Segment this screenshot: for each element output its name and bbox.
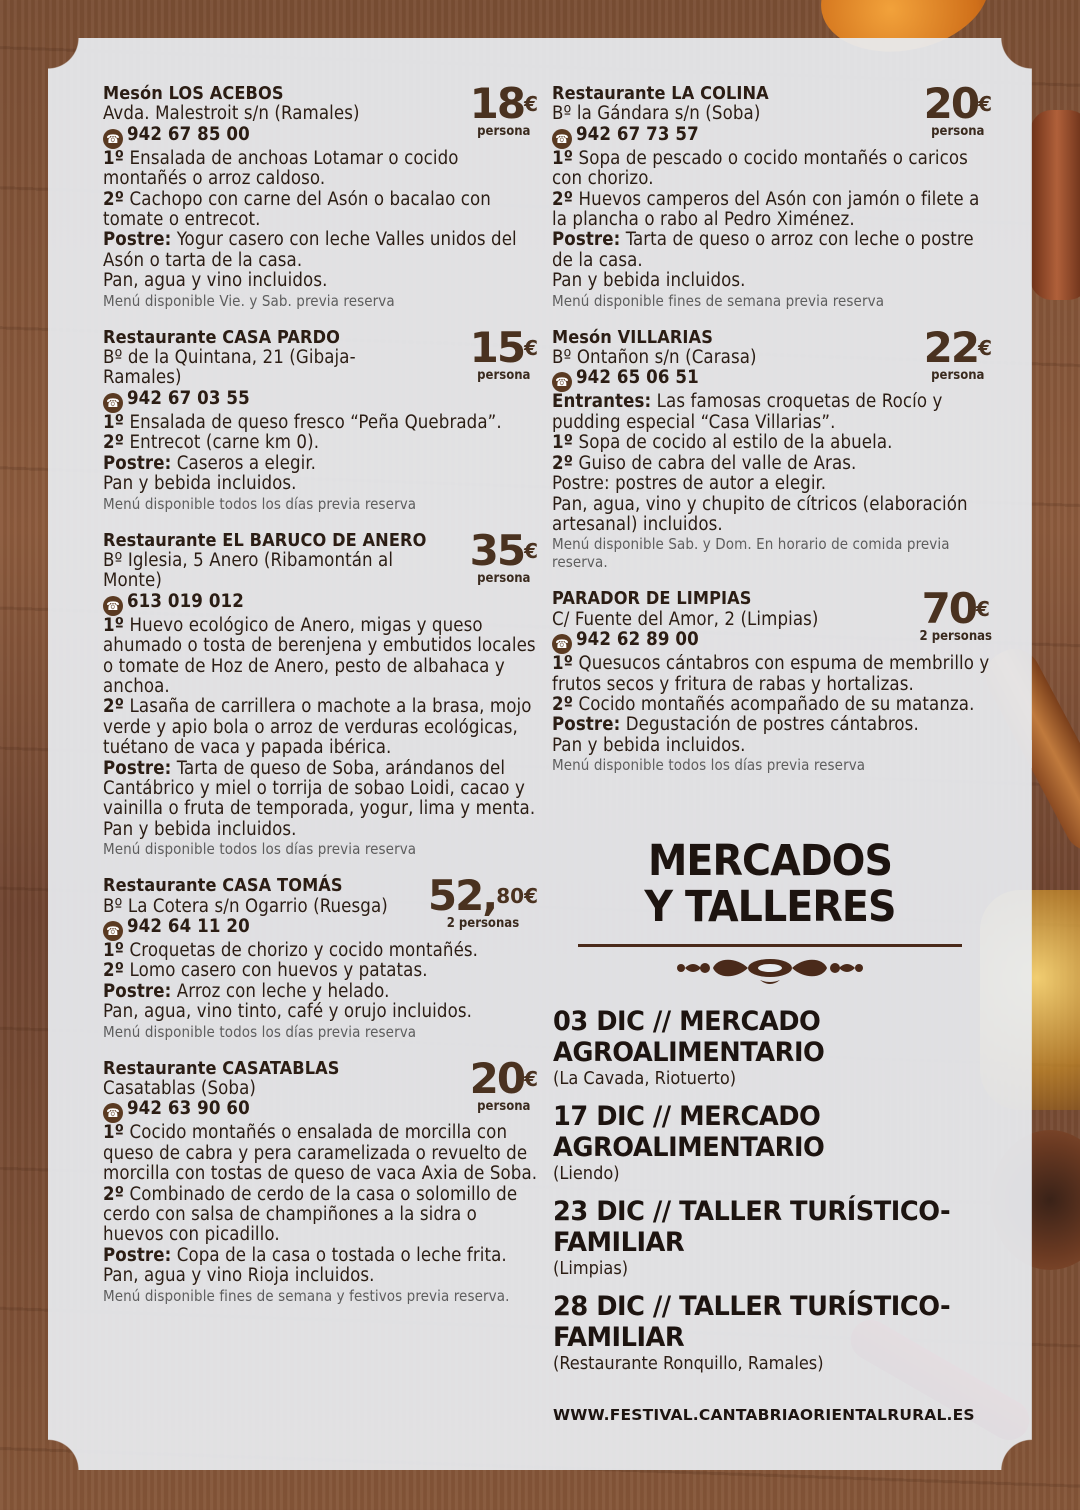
menu-line bbox=[552, 695, 992, 715]
menu-line-text: Guiso de cabra del valle de Aras. bbox=[573, 452, 857, 474]
price-unit: persona bbox=[477, 570, 531, 586]
menu-line-label: Postre: bbox=[103, 229, 172, 251]
restaurant-column-left bbox=[103, 79, 538, 1323]
menu-line-text: Croquetas de chorizo y cocido montañés. bbox=[124, 940, 479, 961]
price-amount: 20€ bbox=[923, 79, 992, 128]
menu-line bbox=[552, 230, 992, 271]
menu-line bbox=[103, 941, 538, 961]
pepper-grinder-decoration bbox=[1030, 110, 1080, 300]
menu-line bbox=[552, 654, 992, 695]
menu-line-label: 2º bbox=[103, 432, 125, 454]
menu-line-text: Caseros a elegir. bbox=[171, 452, 316, 474]
phone-icon: ☎ bbox=[103, 393, 123, 413]
menu-line-text: Entrecot (carne km 0). bbox=[124, 432, 320, 454]
restaurant-name: Mesón VILLARIAS bbox=[552, 326, 713, 348]
price-amount: 52,$^{80€}$ bbox=[427, 871, 538, 921]
menu-line bbox=[103, 961, 538, 981]
menu-line-label: 2º bbox=[552, 188, 574, 210]
price-amount: 22€ bbox=[923, 322, 992, 372]
menu-line-label: 2º bbox=[552, 452, 574, 474]
menu-line-label: 1º bbox=[103, 147, 125, 169]
menu-line-text: Postre: postres de autor a elegir. bbox=[552, 473, 827, 495]
price-unit: persona bbox=[477, 124, 531, 139]
event-title: 23 DIC // TALLER TURÍSTICO-FAMILIAR bbox=[553, 1196, 951, 1258]
menu-line-text: Cachopo con carne del Asón o bacalao con tomate o entrecot. bbox=[103, 188, 491, 231]
menu-line bbox=[552, 736, 992, 756]
menu-line bbox=[103, 433, 538, 453]
menu-line-text: Pan, agua, vino y chupito de cítricos (elaboración artesanal) incluidos. bbox=[552, 493, 968, 535]
price-unit: 2 personas bbox=[919, 629, 992, 645]
restaurant-address: Bº la Gándara s/n (Soba) bbox=[552, 103, 761, 125]
menu-line-text: Ensalada de queso fresco “Peña Quebrada”. bbox=[124, 411, 502, 433]
restaurant-card bbox=[103, 79, 538, 310]
event-item bbox=[553, 1101, 993, 1184]
restaurant-address: Bº de la Quintana, 21 (Gibaja-Ramales) bbox=[103, 347, 356, 389]
section-title-line1: MERCADOS bbox=[647, 836, 893, 886]
menu-line bbox=[552, 271, 992, 291]
price-amount: 35€ bbox=[469, 525, 538, 575]
menu-line-text: Pan, agua, vino tinto, café y orujo incluidos. bbox=[103, 1001, 473, 1023]
price-tag bbox=[919, 584, 992, 647]
menu-line-text: Quesucos cántabros con espuma de membrillo y frutos secos y fritura de rabas y hortalizas. bbox=[552, 653, 990, 695]
restaurant-phone[interactable]: ☎ 942 67 85 00 bbox=[103, 125, 538, 149]
availability-note: Menú disponible Sab. y Dom. En horario de comida previa reserva. bbox=[552, 535, 950, 572]
price-unit: persona bbox=[477, 1098, 531, 1114]
restaurant-phone[interactable]: ☎ 942 63 90 60 bbox=[103, 1099, 538, 1123]
phone-icon: ☎ bbox=[103, 129, 123, 149]
menu-line-label: 2º bbox=[103, 960, 125, 982]
events-list bbox=[553, 1006, 993, 1386]
menu-line bbox=[103, 230, 538, 271]
menu-line-label: 1º bbox=[552, 432, 574, 454]
menu-line bbox=[103, 1246, 538, 1266]
restaurant-column-right bbox=[552, 79, 992, 792]
restaurant-card bbox=[103, 525, 538, 859]
restaurant-address: Bº Ontañon s/n (Carasa) bbox=[552, 347, 757, 369]
menu-line-label: 1º bbox=[552, 653, 574, 675]
restaurant-name: Mesón LOS ACEBOS bbox=[103, 83, 284, 104]
phone-icon: ☎ bbox=[103, 921, 123, 941]
menu-line-label: 1º bbox=[103, 411, 125, 433]
event-title: 17 DIC // MERCADO AGROALIMENTARIO bbox=[553, 1101, 825, 1163]
restaurant-phone[interactable]: ☎ 613 019 012 bbox=[103, 592, 538, 616]
restaurant-card bbox=[552, 584, 992, 775]
menu-line-text: Arroz con leche y helado. bbox=[171, 980, 390, 1002]
restaurant-card bbox=[103, 871, 538, 1041]
menu-line bbox=[552, 454, 992, 474]
phone-icon: ☎ bbox=[552, 372, 572, 392]
menu-line bbox=[103, 820, 538, 840]
menu-line-label: 1º bbox=[103, 1122, 125, 1144]
menu-line-text: Combinado de cerdo de la casa o solomillo de cerdo con salsa de champiñones a la sidra o huevos con picadillo. bbox=[103, 1183, 518, 1246]
menu-line-text: Lomo casero con huevos y patatas. bbox=[124, 960, 428, 982]
menu-line bbox=[103, 271, 538, 291]
restaurant-address: Casatablas (Soba) bbox=[103, 1078, 256, 1100]
price-tag bbox=[469, 79, 538, 142]
restaurant-phone[interactable]: ☎ 942 67 73 57 bbox=[552, 125, 992, 149]
menu-line bbox=[103, 697, 538, 758]
menu-line-text: Cocido montañés acompañado de su matanza. bbox=[573, 693, 975, 715]
availability-note: Menú disponible todos los días previa reserva bbox=[103, 494, 417, 513]
menu-line-text: Yogur casero con leche Valles unidos del Asón o tarta de la casa. bbox=[103, 229, 517, 271]
availability-note: Menú disponible fines de semana y festivos previa reserva. bbox=[103, 1286, 510, 1305]
restaurant-name: Restaurante EL BARUCO DE ANERO bbox=[103, 529, 427, 551]
menu-line bbox=[103, 982, 538, 1002]
menu-line-text: Tarta de queso de Soba, arándanos del Cantábrico y miel o torrija de sobao Loidi, cacao y vainilla o fruta de temporada, yogur, lima y menta. bbox=[103, 757, 536, 820]
menu-line-label: 1º bbox=[103, 614, 125, 636]
event-item bbox=[553, 1196, 993, 1279]
menu-line-text: Degustación de postres cántabros. bbox=[620, 714, 919, 736]
menu-line-text: Pan, agua y vino Rioja incluidos. bbox=[103, 1265, 375, 1287]
menu-line bbox=[103, 1185, 538, 1246]
menu-line-text: Las famosas croquetas de Rocío y pudding especial “Casa Villarias”. bbox=[552, 391, 943, 433]
menu-line-text: Pan y bebida incluidos. bbox=[552, 734, 746, 756]
event-item bbox=[553, 1006, 993, 1089]
availability-note: Menú disponible Vie. y Sab. previa reserva bbox=[103, 291, 395, 310]
menu-line-text: Sopa de pescado o cocido montañés o caricos con chorizo. bbox=[552, 147, 968, 190]
menu-line-text: Huevo ecológico de Anero, migas y queso ahumado o tosta de berenjena y embutidos locales o tomate de Hoz de Anero, pesto de albahaca y anchoa. bbox=[103, 614, 536, 697]
menu-line bbox=[103, 1266, 538, 1286]
price-tag bbox=[923, 322, 992, 386]
restaurant-phone[interactable]: ☎ 942 67 03 55 bbox=[103, 389, 538, 413]
event-place: (Limpias) bbox=[553, 1258, 629, 1279]
menu-line bbox=[103, 616, 538, 698]
restaurant-card bbox=[103, 322, 538, 513]
price-tag bbox=[427, 871, 538, 934]
menu-line bbox=[103, 1002, 538, 1022]
menu-line bbox=[552, 149, 992, 190]
price-unit: persona bbox=[931, 367, 985, 383]
menu-line bbox=[103, 190, 538, 231]
menu-line-text: Pan y bebida incluidos. bbox=[103, 818, 297, 840]
restaurant-phone[interactable]: ☎ 942 65 06 51 bbox=[552, 368, 992, 392]
event-place: (Liendo) bbox=[553, 1163, 620, 1184]
price-unit: persona bbox=[931, 124, 985, 139]
restaurant-name: PARADOR DE LIMPIAS bbox=[552, 588, 752, 610]
menu-line-text: Lasaña de carrillera o machote a la brasa, mojo verde y apio bola o arroz de verduras ecológicas, tuétano de vaca y papada ibérica. bbox=[103, 696, 532, 759]
availability-note: Menú disponible todos los días previa reserva bbox=[103, 1022, 417, 1041]
price-amount: 70€ bbox=[921, 584, 990, 634]
menu-line bbox=[103, 454, 538, 474]
price-amount: 18€ bbox=[469, 79, 538, 128]
restaurant-address: Bº La Cotera s/n Ogarrio (Ruesga) bbox=[103, 895, 388, 917]
menu-line bbox=[103, 474, 538, 494]
price-unit: persona bbox=[477, 367, 531, 383]
menu-line-label: 2º bbox=[103, 696, 125, 718]
event-place: (Restaurante Ronquillo, Ramales) bbox=[553, 1353, 824, 1374]
menu-line bbox=[552, 495, 992, 536]
menu-line bbox=[552, 715, 992, 735]
menu-line bbox=[552, 190, 992, 231]
menu-line-text: Sopa de cocido al estilo de la abuela. bbox=[573, 432, 893, 454]
menu-line-label: Postre: bbox=[552, 714, 621, 736]
menu-line-text: Tarta de queso o arroz con leche o postre de la casa. bbox=[552, 229, 974, 271]
menu-line-text: Copa de la casa o tostada o leche frita. bbox=[171, 1244, 507, 1266]
availability-note: Menú disponible fines de semana previa reserva bbox=[552, 291, 885, 310]
price-amount: 15€ bbox=[469, 322, 538, 372]
restaurant-address: Bº Iglesia, 5 Anero (Ribamontán al Monte) bbox=[103, 549, 394, 592]
price-amount: 20€ bbox=[469, 1053, 538, 1103]
restaurant-name: Restaurante CASATABLAS bbox=[103, 1057, 340, 1079]
phone-icon: ☎ bbox=[103, 596, 123, 616]
restaurant-name: Restaurante LA COLINA bbox=[552, 83, 769, 104]
menu-line-text: Pan y bebida incluidos. bbox=[552, 270, 746, 292]
menu-line-label: Postre: bbox=[103, 452, 172, 474]
menu-line-text: Pan, agua y vino incluidos. bbox=[103, 270, 328, 292]
menu-line-label: Postre: bbox=[103, 1244, 172, 1266]
restaurant-card bbox=[103, 1053, 538, 1305]
menu-line-label: Postre: bbox=[103, 757, 172, 779]
phone-icon: ☎ bbox=[552, 634, 572, 654]
restaurant-address: Avda. Malestroit s/n (Ramales) bbox=[103, 103, 360, 125]
menu-line-label: Entrantes: bbox=[552, 391, 652, 413]
event-title: 28 DIC // TALLER TURÍSTICO-FAMILIAR bbox=[553, 1291, 951, 1353]
menu-line-label: Postre: bbox=[552, 229, 621, 251]
website-link[interactable]: WWW.FESTIVAL.CANTABRIAORIENTALRURAL.ES bbox=[553, 1406, 975, 1424]
menu-line-label: 1º bbox=[103, 940, 125, 961]
menu-line bbox=[103, 759, 538, 820]
menu-line bbox=[103, 413, 538, 433]
menu-line-text: Huevos camperos del Asón con jamón o filete a la plancha o rabo al Pedro Ximénez. bbox=[552, 188, 980, 231]
availability-note: Menú disponible todos los días previa reserva bbox=[552, 756, 866, 775]
menu-line-label: 2º bbox=[552, 693, 574, 715]
restaurant-card bbox=[552, 79, 992, 310]
price-tag bbox=[469, 1053, 538, 1117]
section-title-line2: Y TALLERES bbox=[644, 882, 896, 932]
price-tag bbox=[469, 322, 538, 386]
menu-line-label: 2º bbox=[103, 188, 125, 210]
restaurant-card bbox=[552, 322, 992, 572]
menu-line-text: Pan y bebida incluidos. bbox=[103, 473, 297, 495]
phone-icon: ☎ bbox=[103, 1103, 123, 1123]
menu-line-label: 1º bbox=[552, 147, 574, 169]
restaurant-phone[interactable]: ☎ 942 64 11 20 bbox=[103, 917, 538, 941]
phone-icon: ☎ bbox=[552, 129, 572, 149]
ornament-icon bbox=[665, 950, 875, 990]
menu-line-text: Ensalada de anchoas Lotamar o cocido montañés o arroz caldoso. bbox=[103, 147, 459, 190]
section-divider bbox=[578, 944, 962, 947]
menu-line-text: Cocido montañés o ensalada de morcilla con queso de cabra y pera caramelizada o revuelto de morcilla con tostas de queso de vaca Axia de Soba. bbox=[103, 1122, 538, 1185]
restaurant-phone[interactable]: ☎ 942 62 89 00 bbox=[552, 630, 992, 654]
event-item bbox=[553, 1291, 993, 1374]
price-tag bbox=[923, 79, 992, 142]
restaurant-name: Restaurante CASA TOMÁS bbox=[103, 875, 343, 897]
restaurant-address: C/ Fuente del Amor, 2 (Limpias) bbox=[552, 608, 819, 630]
price-unit: 2 personas bbox=[446, 916, 520, 932]
menu-line bbox=[552, 433, 992, 453]
section-title bbox=[577, 838, 963, 930]
availability-note: Menú disponible todos los días previa reserva bbox=[103, 840, 417, 859]
menu-line bbox=[103, 1123, 538, 1184]
event-title: 03 DIC // MERCADO AGROALIMENTARIO bbox=[553, 1006, 825, 1068]
price-tag bbox=[469, 525, 538, 589]
event-place: (La Cavada, Riotuerto) bbox=[553, 1068, 737, 1089]
menu-line bbox=[552, 474, 992, 494]
menu-line bbox=[552, 392, 992, 433]
menu-line-label: Postre: bbox=[103, 980, 172, 1002]
restaurant-name: Restaurante CASA PARDO bbox=[103, 326, 340, 348]
menu-line-label: 2º bbox=[103, 1183, 125, 1205]
menu-line bbox=[103, 149, 538, 190]
